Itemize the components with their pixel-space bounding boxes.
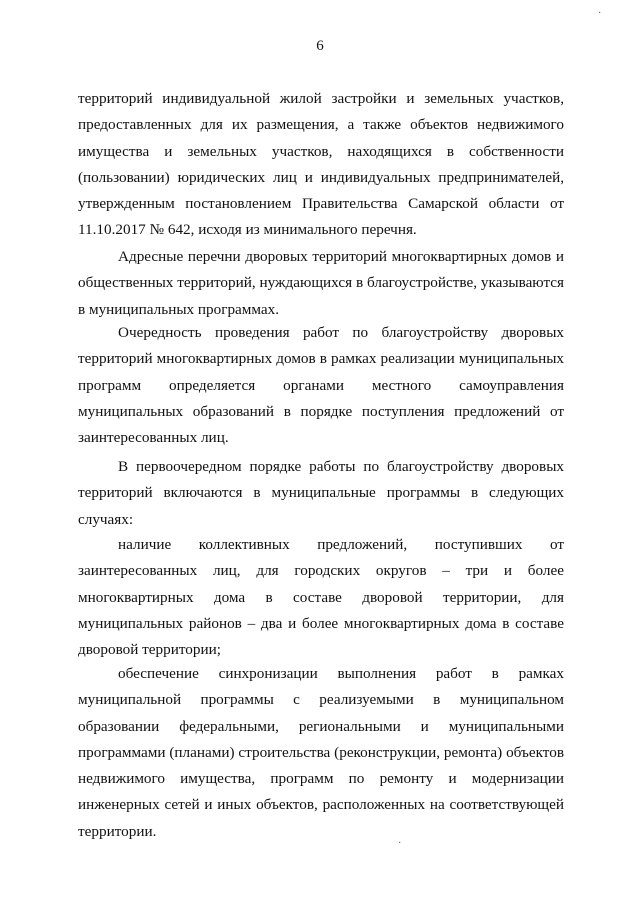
paragraph-6 bbox=[78, 661, 564, 845]
paragraph-2 bbox=[78, 244, 564, 323]
paragraph-line: (пользовании) юридических лиц и индивидуальных предпринимателей, bbox=[78, 168, 564, 186]
paragraph-1 bbox=[78, 86, 564, 244]
paragraph-line: территорий многоквартирных домов в рамках реализации муниципальных bbox=[78, 350, 564, 368]
paragraph-line: заинтересованных лиц, для городских округов – три и более bbox=[78, 562, 564, 580]
paragraph-line: в муниципальных программах. bbox=[78, 300, 280, 318]
paragraph-line: территорий индивидуальной жилой застройки и земельных участков, bbox=[78, 90, 564, 107]
paragraph-line: утвержденным постановлением Правительства Самарской области от bbox=[78, 195, 564, 213]
paragraph-line: Очередность проведения работ по благоустройству дворовых bbox=[118, 324, 564, 341]
paragraph-line: программ определяется органами местного самоуправления bbox=[78, 376, 564, 394]
paragraph-line: программами (планами) строительства (реконструкции, ремонта) объектов bbox=[78, 743, 564, 761]
paragraph-3 bbox=[78, 320, 564, 451]
paragraph-line: муниципальной программы с реализуемыми в муниципальном bbox=[78, 691, 564, 709]
paragraph-line: В первоочередном порядке работы по благоустройству дворовых bbox=[118, 458, 564, 475]
paragraph-line: территории. bbox=[78, 822, 157, 840]
paragraph-line: наличие коллективных предложений, поступивших от bbox=[118, 536, 564, 553]
paragraph-line: недвижимого имущества, программ по ремонту и модернизации bbox=[78, 770, 564, 788]
paragraph-line: образовании федеральными, региональными и муниципальными bbox=[78, 717, 564, 735]
scan-speck: · bbox=[598, 8, 602, 19]
paragraph-line: Адресные перечни дворовых территорий многоквартирных домов и bbox=[118, 248, 564, 265]
scan-speck: · bbox=[398, 838, 402, 849]
paragraph-5 bbox=[78, 532, 564, 663]
paragraph-line: многоквартирных дома в составе дворовой территории, для bbox=[78, 588, 564, 606]
paragraph-line: общественных территорий, нуждающихся в благоустройстве, указываются bbox=[78, 274, 564, 292]
paragraph-line: заинтересованных лиц. bbox=[78, 429, 229, 447]
paragraph-line: территорий включаются в муниципальные программы в следующих bbox=[78, 484, 564, 502]
paragraph-line: 11.10.2017 № 642, исходя из минимального перечня. bbox=[78, 221, 417, 239]
paragraph-line: инженерных сетей и иных объектов, расположенных на соответствующей bbox=[78, 796, 564, 814]
paragraph-line: предоставленных для их размещения, а также объектов недвижимого bbox=[78, 116, 564, 134]
paragraph-line: муниципальных районов – два и более многоквартирных дома в составе bbox=[78, 614, 564, 632]
paragraph-line: имущества и земельных участков, находящихся в собственности bbox=[78, 142, 564, 160]
paragraph-line: муниципальных образований в порядке поступления предложений от bbox=[78, 402, 564, 420]
paragraph-line: обеспечение синхронизации выполнения работ в рамках bbox=[118, 665, 564, 682]
paragraph-line: дворовой территории; bbox=[78, 641, 221, 659]
paragraph-4 bbox=[78, 454, 564, 533]
page-number: 6 bbox=[316, 38, 324, 54]
paragraph-line: случаях: bbox=[78, 510, 134, 528]
